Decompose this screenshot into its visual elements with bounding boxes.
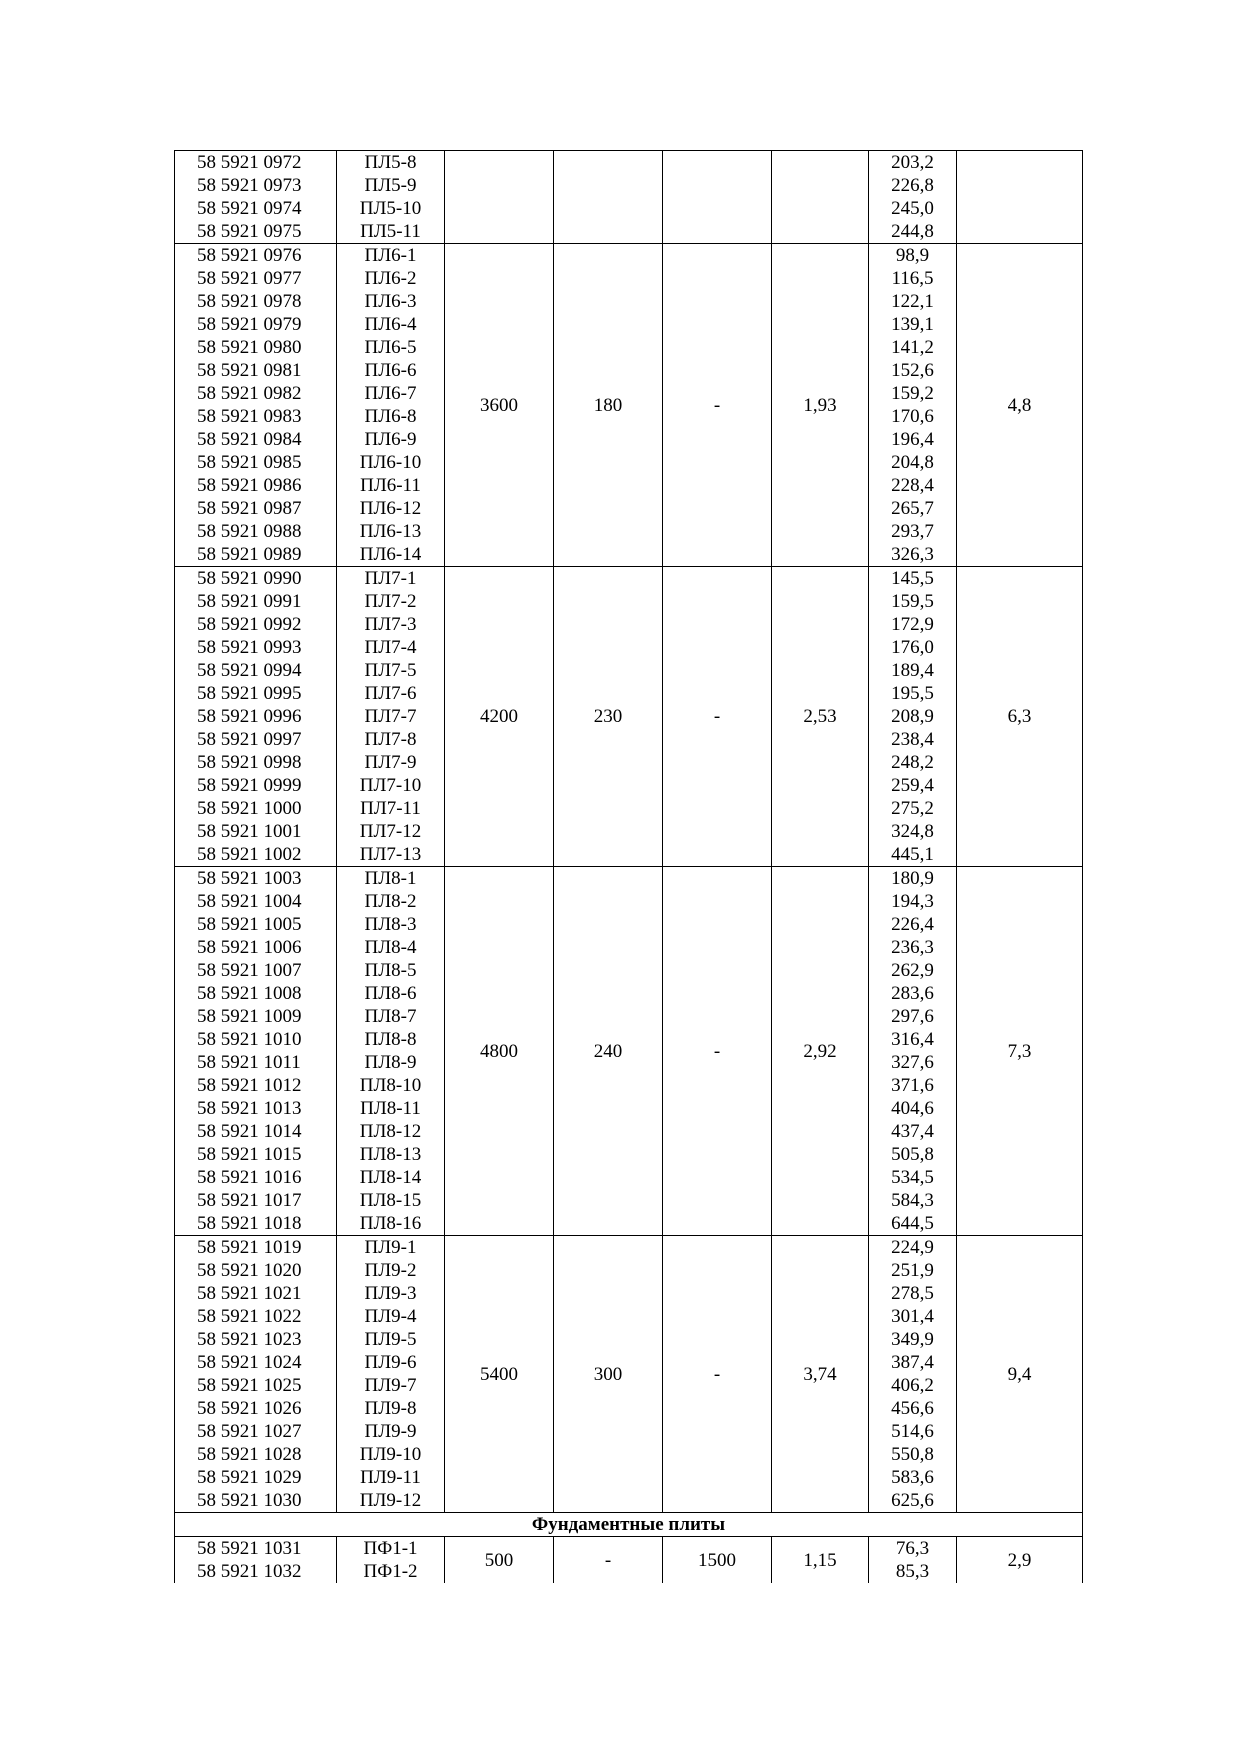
product-mark-cell: ПЛ9-9	[337, 1420, 445, 1443]
section-row	[175, 1513, 1083, 1537]
mass-cell: 251,9	[869, 1259, 957, 1282]
mass-cell: 224,9	[869, 1236, 957, 1260]
product-code-cell: 58 5921 1028	[175, 1443, 337, 1466]
product-mark-cell: ПЛ9-5	[337, 1328, 445, 1351]
mass-cell: 301,4	[869, 1305, 957, 1328]
mass-cell: 283,6	[869, 982, 957, 1005]
product-mark-cell: ПЛ8-8	[337, 1028, 445, 1051]
volume-cell: 2,92	[772, 867, 869, 1236]
volume-cell: 1,15	[772, 1537, 869, 1584]
product-code-cell: 58 5921 1015	[175, 1143, 337, 1166]
product-code-cell: 58 5921 1005	[175, 913, 337, 936]
mass-cell: 275,2	[869, 797, 957, 820]
height-cell	[663, 151, 772, 244]
product-mark-cell: ПЛ8-12	[337, 1120, 445, 1143]
product-code-cell: 58 5921 1020	[175, 1259, 337, 1282]
mass-cell: 122,1	[869, 290, 957, 313]
mass-cell: 76,3	[869, 1537, 957, 1561]
mass-cell: 189,4	[869, 659, 957, 682]
product-mark-cell: ПЛ8-16	[337, 1212, 445, 1236]
product-code-cell: 58 5921 0985	[175, 451, 337, 474]
product-code-cell: 58 5921 1016	[175, 1166, 337, 1189]
table-row	[175, 1537, 1083, 1561]
product-code-cell: 58 5921 0975	[175, 220, 337, 244]
product-mark-cell: ПЛ8-1	[337, 867, 445, 891]
mass-cell: 445,1	[869, 843, 957, 867]
mass-cell: 297,6	[869, 1005, 957, 1028]
product-mark-cell: ПЛ6-14	[337, 543, 445, 567]
document-page	[174, 150, 1082, 1583]
product-code-cell: 58 5921 1010	[175, 1028, 337, 1051]
product-mark-cell: ПЛ7-12	[337, 820, 445, 843]
product-mark-cell: ПЛ6-9	[337, 428, 445, 451]
product-code-cell: 58 5921 1024	[175, 1351, 337, 1374]
length-cell: 500	[445, 1537, 554, 1584]
mass-cell: 514,6	[869, 1420, 957, 1443]
mass-cell: 180,9	[869, 867, 957, 891]
product-code-cell: 58 5921 1029	[175, 1466, 337, 1489]
product-mark-cell: ПЛ8-11	[337, 1097, 445, 1120]
mass-cell: 248,2	[869, 751, 957, 774]
product-mark-cell: ПЛ5-8	[337, 151, 445, 175]
mass-cell: 139,1	[869, 313, 957, 336]
product-mark-cell: ПФ1-2	[337, 1560, 445, 1583]
volume-cell: 1,93	[772, 244, 869, 567]
height-cell: -	[663, 867, 772, 1236]
product-mark-cell: ПЛ8-2	[337, 890, 445, 913]
product-code-cell: 58 5921 0977	[175, 267, 337, 290]
product-mark-cell: ПЛ5-10	[337, 197, 445, 220]
mass-cell: 226,4	[869, 913, 957, 936]
mass-cell: 245,0	[869, 197, 957, 220]
mass-cell: 228,4	[869, 474, 957, 497]
product-mark-cell: ПЛ7-9	[337, 751, 445, 774]
product-code-cell: 58 5921 1011	[175, 1051, 337, 1074]
weight-cell: 2,9	[957, 1537, 1083, 1584]
mass-cell: 145,5	[869, 567, 957, 591]
product-code-cell: 58 5921 0994	[175, 659, 337, 682]
product-mark-cell: ПЛ7-11	[337, 797, 445, 820]
mass-cell: 349,9	[869, 1328, 957, 1351]
length-cell: 5400	[445, 1236, 554, 1513]
length-cell: 4200	[445, 567, 554, 867]
product-code-cell: 58 5921 0978	[175, 290, 337, 313]
product-mark-cell: ПЛ5-9	[337, 174, 445, 197]
product-code-cell: 58 5921 1006	[175, 936, 337, 959]
mass-cell: 85,3	[869, 1560, 957, 1583]
mass-cell: 437,4	[869, 1120, 957, 1143]
product-code-cell: 58 5921 1025	[175, 1374, 337, 1397]
product-code-cell: 58 5921 0995	[175, 682, 337, 705]
product-mark-cell: ПЛ7-5	[337, 659, 445, 682]
product-code-cell: 58 5921 1000	[175, 797, 337, 820]
product-code-cell: 58 5921 1012	[175, 1074, 337, 1097]
mass-cell: 208,9	[869, 705, 957, 728]
product-mark-cell: ПЛ8-4	[337, 936, 445, 959]
product-mark-cell: ПЛ6-5	[337, 336, 445, 359]
product-code-cell: 58 5921 0972	[175, 151, 337, 175]
mass-cell: 236,3	[869, 936, 957, 959]
product-mark-cell: ПЛ9-8	[337, 1397, 445, 1420]
mass-cell: 316,4	[869, 1028, 957, 1051]
product-code-cell: 58 5921 1018	[175, 1212, 337, 1236]
mass-cell: 172,9	[869, 613, 957, 636]
mass-cell: 196,4	[869, 428, 957, 451]
mass-cell: 456,6	[869, 1397, 957, 1420]
mass-cell: 170,6	[869, 405, 957, 428]
section-title: Фундаментные плиты	[175, 1513, 1083, 1537]
product-code-cell: 58 5921 0997	[175, 728, 337, 751]
product-mark-cell: ПЛ9-7	[337, 1374, 445, 1397]
width-cell: 230	[554, 567, 663, 867]
product-code-cell: 58 5921 0973	[175, 174, 337, 197]
product-code-cell: 58 5921 1004	[175, 890, 337, 913]
mass-cell: 293,7	[869, 520, 957, 543]
product-code-cell: 58 5921 1019	[175, 1236, 337, 1260]
product-code-cell: 58 5921 1031	[175, 1537, 337, 1561]
volume-cell	[772, 151, 869, 244]
mass-cell: 176,0	[869, 636, 957, 659]
table-row	[175, 867, 1083, 891]
product-mark-cell: ПФ1-1	[337, 1537, 445, 1561]
product-mark-cell: ПЛ7-13	[337, 843, 445, 867]
product-code-cell: 58 5921 0982	[175, 382, 337, 405]
width-cell	[554, 151, 663, 244]
product-code-cell: 58 5921 0979	[175, 313, 337, 336]
product-code-cell: 58 5921 1030	[175, 1489, 337, 1513]
table-row	[175, 1236, 1083, 1260]
product-mark-cell: ПЛ6-12	[337, 497, 445, 520]
product-mark-cell: ПЛ6-2	[337, 267, 445, 290]
product-code-cell: 58 5921 0980	[175, 336, 337, 359]
product-code-cell: 58 5921 1022	[175, 1305, 337, 1328]
mass-cell: 262,9	[869, 959, 957, 982]
mass-cell: 226,8	[869, 174, 957, 197]
width-cell: 300	[554, 1236, 663, 1513]
mass-cell: 387,4	[869, 1351, 957, 1374]
table-row	[175, 151, 1083, 175]
height-cell: -	[663, 1236, 772, 1513]
mass-cell: 644,5	[869, 1212, 957, 1236]
mass-cell: 550,8	[869, 1443, 957, 1466]
product-mark-cell: ПЛ7-2	[337, 590, 445, 613]
product-mark-cell: ПЛ8-6	[337, 982, 445, 1005]
product-code-cell: 58 5921 1007	[175, 959, 337, 982]
product-code-cell: 58 5921 0988	[175, 520, 337, 543]
product-code-cell: 58 5921 1002	[175, 843, 337, 867]
mass-cell: 505,8	[869, 1143, 957, 1166]
product-code-cell: 58 5921 1026	[175, 1397, 337, 1420]
weight-cell: 4,8	[957, 244, 1083, 567]
product-mark-cell: ПЛ6-1	[337, 244, 445, 268]
weight-cell: 9,4	[957, 1236, 1083, 1513]
mass-cell: 244,8	[869, 220, 957, 244]
product-mark-cell: ПЛ7-4	[337, 636, 445, 659]
width-cell: -	[554, 1537, 663, 1584]
mass-cell: 324,8	[869, 820, 957, 843]
product-mark-cell: ПЛ9-11	[337, 1466, 445, 1489]
mass-cell: 406,2	[869, 1374, 957, 1397]
mass-cell: 534,5	[869, 1166, 957, 1189]
product-code-cell: 58 5921 0987	[175, 497, 337, 520]
product-code-cell: 58 5921 0976	[175, 244, 337, 268]
product-mark-cell: ПЛ8-15	[337, 1189, 445, 1212]
product-code-cell: 58 5921 0996	[175, 705, 337, 728]
product-code-cell: 58 5921 1014	[175, 1120, 337, 1143]
product-mark-cell: ПЛ9-6	[337, 1351, 445, 1374]
product-mark-cell: ПЛ6-13	[337, 520, 445, 543]
product-mark-cell: ПЛ8-7	[337, 1005, 445, 1028]
product-mark-cell: ПЛ9-4	[337, 1305, 445, 1328]
height-cell: -	[663, 567, 772, 867]
product-mark-cell: ПЛ6-4	[337, 313, 445, 336]
product-mark-cell: ПЛ8-10	[337, 1074, 445, 1097]
mass-cell: 583,6	[869, 1466, 957, 1489]
height-cell: -	[663, 244, 772, 567]
product-code-cell: 58 5921 1001	[175, 820, 337, 843]
product-code-cell: 58 5921 0991	[175, 590, 337, 613]
product-mark-cell: ПЛ7-6	[337, 682, 445, 705]
mass-cell: 326,3	[869, 543, 957, 567]
product-code-cell: 58 5921 1009	[175, 1005, 337, 1028]
weight-cell: 6,3	[957, 567, 1083, 867]
volume-cell: 2,53	[772, 567, 869, 867]
product-mark-cell: ПЛ7-7	[337, 705, 445, 728]
mass-cell: 159,2	[869, 382, 957, 405]
products-table	[174, 150, 1083, 1583]
product-code-cell: 58 5921 1017	[175, 1189, 337, 1212]
product-code-cell: 58 5921 1027	[175, 1420, 337, 1443]
product-code-cell: 58 5921 1003	[175, 867, 337, 891]
product-code-cell: 58 5921 0981	[175, 359, 337, 382]
product-mark-cell: ПЛ6-10	[337, 451, 445, 474]
product-mark-cell: ПЛ8-14	[337, 1166, 445, 1189]
mass-cell: 238,4	[869, 728, 957, 751]
product-code-cell: 58 5921 1021	[175, 1282, 337, 1305]
table-row	[175, 244, 1083, 268]
volume-cell: 3,74	[772, 1236, 869, 1513]
product-mark-cell: ПЛ7-10	[337, 774, 445, 797]
product-mark-cell: ПЛ9-10	[337, 1443, 445, 1466]
product-mark-cell: ПЛ5-11	[337, 220, 445, 244]
mass-cell: 195,5	[869, 682, 957, 705]
product-mark-cell: ПЛ8-5	[337, 959, 445, 982]
product-mark-cell: ПЛ8-9	[337, 1051, 445, 1074]
product-mark-cell: ПЛ7-1	[337, 567, 445, 591]
mass-cell: 371,6	[869, 1074, 957, 1097]
product-mark-cell: ПЛ7-8	[337, 728, 445, 751]
product-mark-cell: ПЛ9-2	[337, 1259, 445, 1282]
product-code-cell: 58 5921 0984	[175, 428, 337, 451]
product-code-cell: 58 5921 0974	[175, 197, 337, 220]
product-mark-cell: ПЛ6-3	[337, 290, 445, 313]
mass-cell: 152,6	[869, 359, 957, 382]
product-mark-cell: ПЛ6-6	[337, 359, 445, 382]
product-code-cell: 58 5921 1032	[175, 1560, 337, 1583]
mass-cell: 141,2	[869, 336, 957, 359]
product-code-cell: 58 5921 1023	[175, 1328, 337, 1351]
product-mark-cell: ПЛ6-7	[337, 382, 445, 405]
mass-cell: 159,5	[869, 590, 957, 613]
product-code-cell: 58 5921 0993	[175, 636, 337, 659]
mass-cell: 404,6	[869, 1097, 957, 1120]
mass-cell: 203,2	[869, 151, 957, 175]
product-code-cell: 58 5921 0998	[175, 751, 337, 774]
product-mark-cell: ПЛ9-1	[337, 1236, 445, 1260]
product-code-cell: 58 5921 0992	[175, 613, 337, 636]
length-cell	[445, 151, 554, 244]
mass-cell: 327,6	[869, 1051, 957, 1074]
mass-cell: 116,5	[869, 267, 957, 290]
mass-cell: 259,4	[869, 774, 957, 797]
length-cell: 4800	[445, 867, 554, 1236]
mass-cell: 98,9	[869, 244, 957, 268]
product-code-cell: 58 5921 0983	[175, 405, 337, 428]
width-cell: 240	[554, 867, 663, 1236]
product-mark-cell: ПЛ6-11	[337, 474, 445, 497]
product-code-cell: 58 5921 1008	[175, 982, 337, 1005]
weight-cell: 7,3	[957, 867, 1083, 1236]
product-mark-cell: ПЛ7-3	[337, 613, 445, 636]
height-cell: 1500	[663, 1537, 772, 1584]
mass-cell: 278,5	[869, 1282, 957, 1305]
product-mark-cell: ПЛ9-12	[337, 1489, 445, 1513]
width-cell: 180	[554, 244, 663, 567]
length-cell: 3600	[445, 244, 554, 567]
product-code-cell: 58 5921 0989	[175, 543, 337, 567]
mass-cell: 584,3	[869, 1189, 957, 1212]
product-code-cell: 58 5921 0990	[175, 567, 337, 591]
mass-cell: 194,3	[869, 890, 957, 913]
product-mark-cell: ПЛ8-13	[337, 1143, 445, 1166]
product-code-cell: 58 5921 0999	[175, 774, 337, 797]
weight-cell	[957, 151, 1083, 244]
product-mark-cell: ПЛ6-8	[337, 405, 445, 428]
product-mark-cell: ПЛ9-3	[337, 1282, 445, 1305]
table-row	[175, 567, 1083, 591]
product-mark-cell: ПЛ8-3	[337, 913, 445, 936]
mass-cell: 204,8	[869, 451, 957, 474]
product-code-cell: 58 5921 1013	[175, 1097, 337, 1120]
mass-cell: 625,6	[869, 1489, 957, 1513]
product-code-cell: 58 5921 0986	[175, 474, 337, 497]
mass-cell: 265,7	[869, 497, 957, 520]
